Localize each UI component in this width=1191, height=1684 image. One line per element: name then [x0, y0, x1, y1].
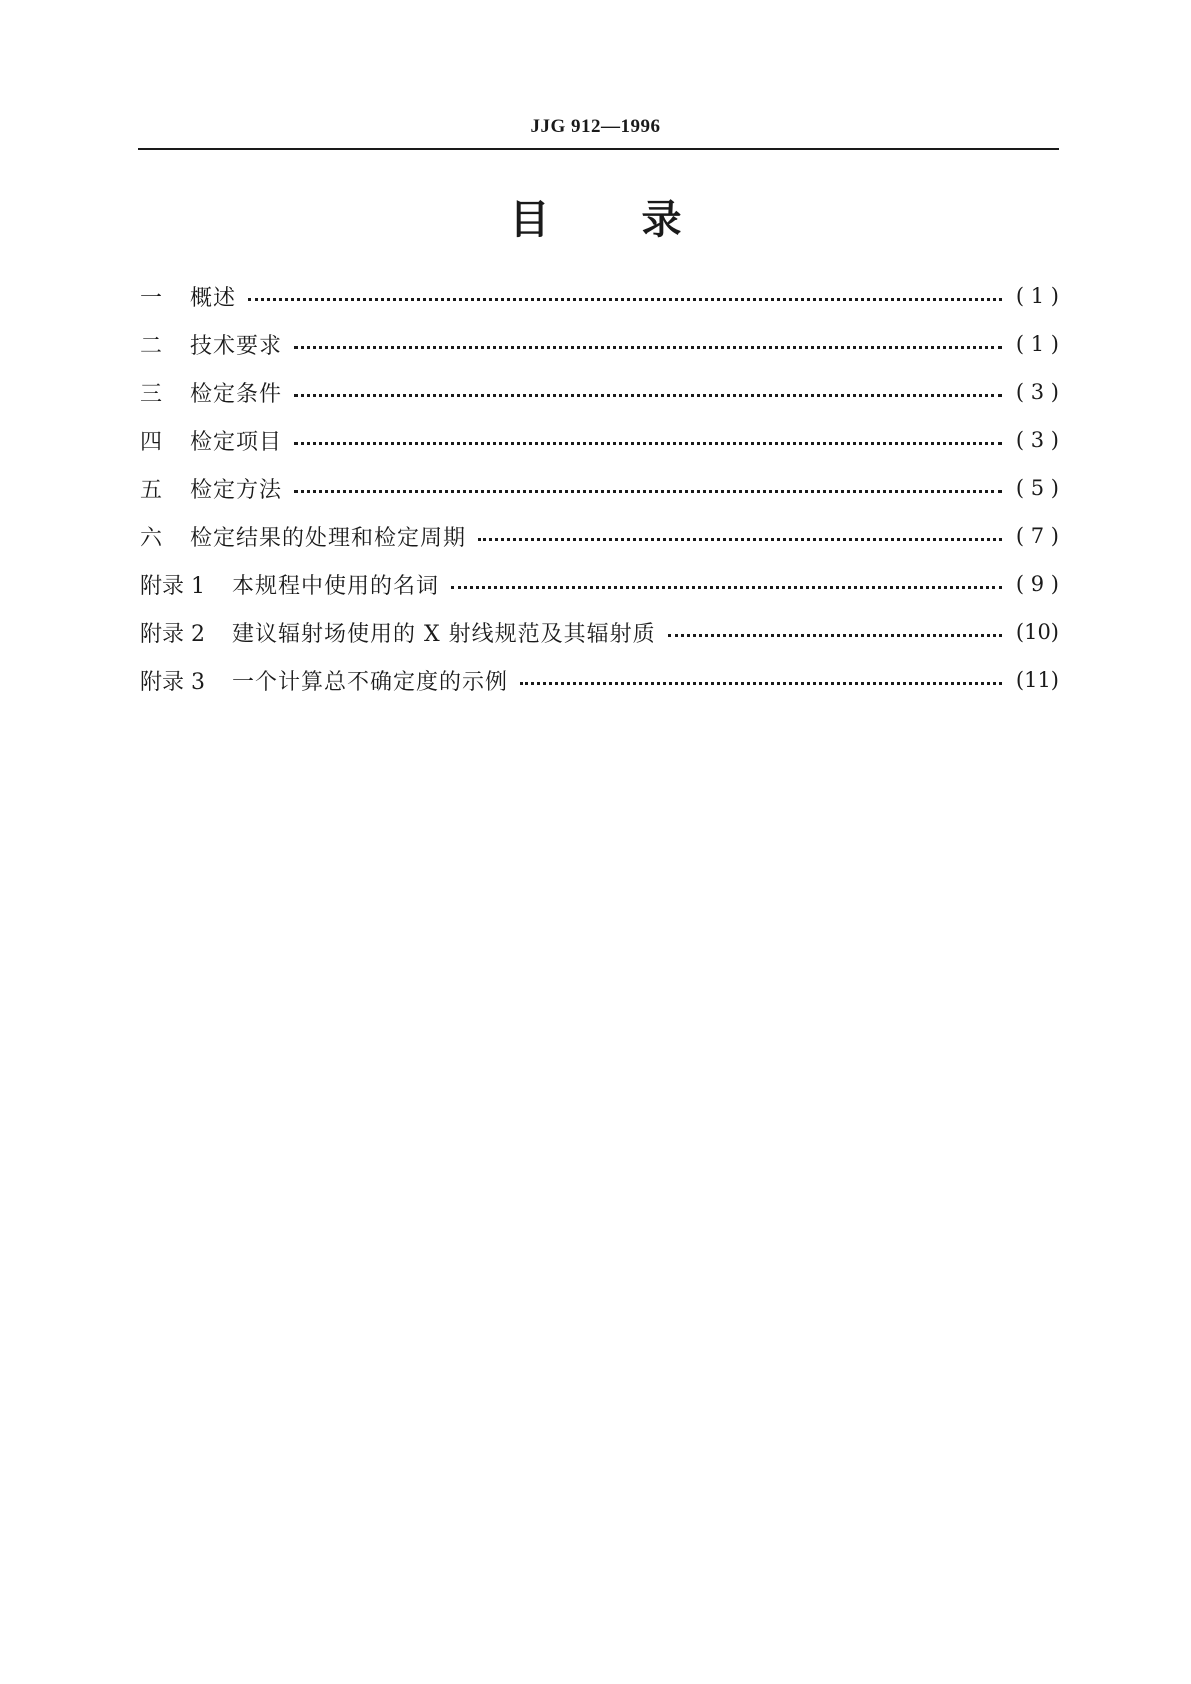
toc-entry-number: 二: [140, 333, 163, 359]
header-divider: [138, 148, 1059, 150]
dot-leader: [478, 525, 1002, 547]
toc-entry-label: 建议辐射场使用的 X 射线规范及其辐射质: [232, 621, 656, 647]
dot-leader: [294, 429, 1002, 451]
toc-entry-label: 一个计算总不确定度的示例: [232, 669, 509, 695]
toc-entry-label: 检定方法: [190, 477, 283, 503]
toc-entry-number: 附录 1: [140, 573, 205, 599]
dot-leader: [451, 573, 1002, 595]
toc-entry-page: ( 3 ): [1015, 428, 1059, 452]
dot-leader: [520, 669, 1002, 691]
toc-entry[interactable]: [140, 416, 1059, 464]
toc-entry-label: 本规程中使用的名词: [232, 573, 440, 599]
toc-entry-number: 附录 3: [140, 669, 205, 695]
toc-entry[interactable]: [140, 608, 1059, 656]
toc-entry-label: 检定项目: [190, 429, 283, 455]
dot-leader: [294, 333, 1002, 355]
dot-leader: [294, 381, 1002, 403]
toc-entry[interactable]: [140, 560, 1059, 608]
dot-leader: [668, 621, 1002, 643]
toc-entry-number: 三: [140, 381, 163, 407]
title-char-2: 录: [641, 197, 682, 243]
toc-entry[interactable]: [140, 512, 1059, 560]
toc-entry-page: (11): [1015, 668, 1059, 692]
toc-entry[interactable]: [140, 656, 1059, 704]
table-of-contents: [140, 272, 1059, 704]
toc-entry-label: 检定结果的处理和检定周期: [190, 525, 467, 551]
toc-entry-label: 技术要求: [190, 333, 283, 359]
toc-entry[interactable]: [140, 272, 1059, 320]
title-char-1: 目: [509, 197, 550, 243]
toc-entry-number: 一: [140, 285, 163, 311]
document-code: JJG 912—1996: [530, 116, 661, 137]
toc-entry-number: 六: [140, 525, 163, 551]
toc-entry-page: ( 9 ): [1015, 572, 1059, 596]
toc-entry-label: 概述: [190, 285, 237, 311]
page-title: [0, 196, 1191, 244]
dot-leader: [294, 477, 1002, 499]
toc-entry-page: ( 1 ): [1015, 284, 1059, 308]
toc-entry-label: 检定条件: [190, 381, 283, 407]
toc-entry-page: ( 1 ): [1015, 332, 1059, 356]
toc-entry-number: 五: [140, 477, 163, 503]
toc-entry[interactable]: [140, 464, 1059, 512]
toc-entry-number: 四: [140, 429, 163, 455]
toc-entry-number: 附录 2: [140, 621, 205, 647]
dot-leader: [248, 285, 1002, 307]
toc-entry[interactable]: [140, 368, 1059, 416]
toc-entry-page: (10): [1015, 620, 1059, 644]
toc-entry[interactable]: [140, 320, 1059, 368]
toc-entry-page: ( 3 ): [1015, 380, 1059, 404]
toc-entry-page: ( 7 ): [1015, 524, 1059, 548]
toc-entry-page: ( 5 ): [1015, 476, 1059, 500]
